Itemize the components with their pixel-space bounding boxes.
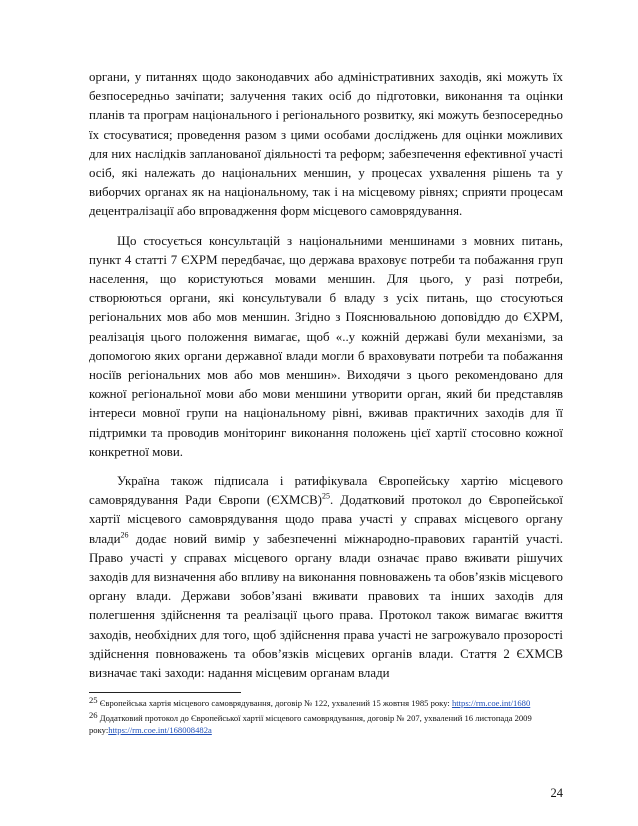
footnote-link[interactable]: https://rm.coe.int/1680: [451, 698, 531, 708]
footnote-25: [89, 697, 563, 710]
paragraph-2: Що стосується консультацій з національними меншинами з мовних питань, пункт 4 статті 7 ЄХРМ передбачає, що держава враховує потреби та побажання груп населення, що користуються мовами меншин. Для цього, у разі потреби, створюються органи, які консультували б владу з усіх питань, що стосуються регіональних мов або мов меншин. Згідно з Пояснювальною доповіддю до ЄХРМ, реалізація цього положення вимагає, щоб «..у кожній державі були механізми, за допомогою яких органи державної влади могли б враховувати потреби та побажання носіїв регіональних мов або мов меншин». Виходячи з цього рекомендовано для кожної регіональної мови або мови меншини утворити орган, який би представляв інтереси мовної групи на національному рівні, вживав практичних заходів для її підтримки та проводив моніторинг виконання положень цієї хартії стосовно кожної конкретної мови.: [89, 233, 563, 459]
footnote-ref-26[interactable]: 26: [120, 530, 129, 540]
footnote-26: [89, 709, 563, 737]
paragraph-1: органи, у питаннях щодо законодавчих або адміністративних заходів, які можуть їх безпосередньо зачіпати; залучення таких осіб до підготовки, виконання та оцінки планів та програм національного і регіонального розвитку, які можуть безпосередньо їх стосуватися; проведення разом з цими особами досліджень для оцінки можливих для них наслідків запланованої діяльності та реформ; забезпечення ефективної участі осіб, які належать до національних меншин, у процесах ухвалення рішень та у виборчих органах як на національному, так і на місцевому рівнях; сприяти процесам децентралізації або впровадження форм місцевого самоврядування.: [89, 70, 563, 219]
paragraph-3-part-b: . Додатковий протокол до Європейської хартії місцевого самоврядування щодо права участі у справах місцевого органу влади: [89, 493, 563, 546]
page-number: 24: [550, 786, 563, 800]
footnote-text: Додатковий протокол до Європейської хартії місцевого самоврядування, договір № 207, ухвалений 16 листопада 2009 року:: [89, 712, 532, 736]
footnote-text: Європейська хартія місцевого самоврядування, договір № 122, ухвалений 15 жовтня 1985 року:: [97, 698, 452, 708]
footnote-number: 25: [89, 695, 98, 705]
footnote-link[interactable]: https://rm.coe.int/168008482a: [108, 725, 212, 736]
paragraph-3-part-c: додає новий вимір у забезпеченні міжнародно-правових гарантій участі. Право участі у справах місцевого органу влади означає право вживати рішучих заходів для визначення або впливу на виконання повноважень та обов’язків місцевого органу влади. Держави зобов’язані вживати правових та інших заходів для полегшення здійснення та реалізації цього права. Протокол також вимагає вжиття заходів, необхідних для того, щоб здійснення права участі не загрожувало прозорості здійснення повноважень та обов’язків місцевих органів влади. Стаття 2 ЄХМСВ визначає такі заходи: надання місцевим органам влади: [89, 531, 563, 681]
footnote-ref-25[interactable]: 25: [321, 491, 330, 501]
footnote-number: 26: [89, 709, 98, 720]
paragraph-3-part-a: Україна також підписала і ратифікувала Європейську хартію місцевого самоврядування Ради Європи (ЄХМСВ): [89, 474, 563, 508]
footnotes: [89, 697, 563, 739]
paragraph-3: [89, 472, 563, 683]
body-text: [89, 68, 563, 683]
footnote-separator: [89, 692, 241, 693]
